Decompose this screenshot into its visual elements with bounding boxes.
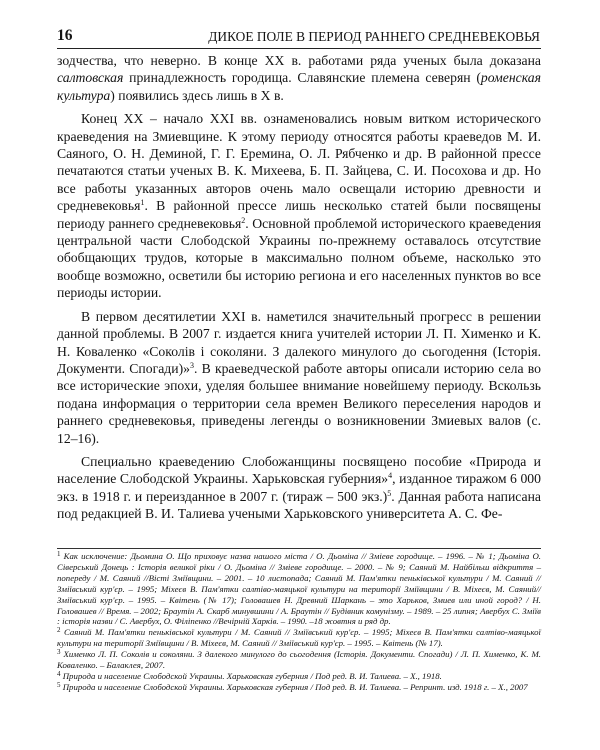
footnote-number: 1: [57, 550, 61, 558]
footnote-ref: 5: [387, 488, 392, 498]
footnote-ref: 3: [189, 360, 194, 370]
footnote-text: Саяний М. Пам'ятки пеньківської культури / М. Саяний // Зміївський кур'єр. – 1995; Міхеєв В. Пам'ятки салтіво-маяцької культури на території Зміївщини / В. Міхеєв, М. Саяний // Зміївський кур'єр. – 1995. – Квітень (№ 17).: [57, 627, 541, 649]
paragraph-text: . В краеведческой работе авторы описали историю села во все исторические эпохи, уделяя большее внимание новейшему периоду. Вскользь подана информация о территории села времен Великого переселения народов и раннего средневековья, приведены легенды о возникновении Змиевых валов (с. 12–16).: [57, 360, 541, 446]
footnote-ref: 2: [241, 215, 246, 225]
footnote-text: Природа и население Слободской Украины. Харьковская губерния / Под ред. В. И. Талиева. – Репринт. изд. 1918 г. – Х., 2007: [62, 681, 528, 692]
footnote-number: 3: [57, 648, 61, 657]
paragraph-text: . Данная работа написана под редакцией В. И. Талиева учеными Харьковского университета А. С. Фе-: [57, 488, 541, 522]
paragraph-text: . В районной прессе лишь несколько статей были посвящены периоду раннего средневековья: [57, 198, 541, 231]
footnote-number: 4: [57, 669, 61, 678]
footnote-ref: 1: [140, 198, 145, 208]
paragraph-text: ) появились здесь лишь в X в.: [110, 87, 284, 103]
footnote: [57, 627, 541, 649]
page-number: 16: [57, 27, 73, 44]
footnote-number: 5: [57, 680, 61, 689]
paragraph-text: Конец XX – начало XXI вв. ознаменовались новым витком исторического краеведения на Змиевщине. К этому периоду относятся работы краеведов М. И. Саяного, О. Н. Деминой, Г. Г. Еремина, О. Л. Рябченко и др. В районной прессе печатаются статьи ученых В. К. Михеева, Б. П. Зайцева, С. И. Посохова и др. Но все работы указанных авторов очень мало освещали историю древности и средневековья: [57, 111, 541, 214]
footnote-ref: 4: [388, 471, 393, 481]
footnote: [57, 649, 541, 671]
paragraph-4: [57, 453, 541, 523]
paragraph-text: зодчества, что неверно. В конце XX в. работами ряда ученых была доказана: [57, 53, 541, 68]
italic-term: роменская культура: [57, 70, 541, 103]
body-text: [57, 52, 541, 523]
footnote-number: 2: [57, 626, 61, 635]
footnote-rule: [57, 548, 541, 549]
running-title: ДИКОЕ ПОЛЕ В ПЕРИОД РАННЕГО СРЕДНЕВЕКОВЬЯ: [208, 29, 540, 44]
paragraph-1: [57, 52, 541, 104]
footnotes: [57, 551, 541, 693]
paragraph-2: [57, 110, 541, 301]
header-rule: [57, 48, 541, 49]
paragraph-3: [57, 308, 541, 447]
footnote: [57, 671, 541, 682]
paragraph-text: , изданное тиражом 6 000 экз. в 1918 г. и переизданное в 2007 г. (тираж – 500 экз.): [57, 471, 541, 504]
footnote-text: Природа и население Слободской Украины. Харьковская губерния / Под ред. В. И. Талиева. – Х., 1918.: [62, 670, 442, 681]
paragraph-text: В первом десятилетии XXI в. наметился значительный прогресс в решении данной проблемы. В 2007 г. издается книга учителей истории Л. П. Хименко и К. Н. Коваленко «Соколів і соколяни. З далекого минулого до сьогодення (Історія. Документи. Спогади)»: [57, 308, 541, 376]
paragraph-text: принадлежность городища. Славянские племена северян (: [123, 70, 481, 86]
footnote: [57, 682, 541, 693]
italic-term: салтовская: [57, 70, 124, 86]
footnote: [57, 551, 541, 627]
footnote-text: Хименко Л. П. Соколів и соколяни. З далекого минулого до сьогодення (Історія. Документи. Спогади) / Л. П. Хименко, К. М. Коваленко. – Балаклея, 2007.: [57, 649, 542, 671]
paragraph-text: Специально краеведению Слобожанщины посвящено пособие «Природа и население Слободской Украины. Харьковская губерния»: [57, 453, 541, 487]
paragraph-text: . Основной проблемой исторического краеведения центральной части Слободской Украины по-прежнему оставалось отсутствие обобщающих трудов, которые в максимально полном объеме, насколько это вообще возможно, осветили бы историю региона и его населенных пунктов во все периоды истории.: [57, 215, 541, 301]
footnote-text: Как исключение: Дьомина О. Що приховує назва нашого міста / О. Дьоміна // Зміеве городище. – 1996. – № 1; Дьоміна О. Сіверський Донець : Історія великої ріки / О. Дьоміна // Зміеве городище. – 2000. – № 9; Саяний М. Найбільш відкриття – попереду / М. Саяний //Вісті Зміївщини. – 2001. – 10 листопада; Саяний М. Пам'ятки пеньківської культури / М. Саяний // Зміївський кур'єр. – 1995; Міхеєв В. Пам'ятки салтіво-маяцької культури на території Зміївщини / В. Міхеєв, М. Саяний// Зміївський кур'єр. – 1995. – Квітень (№ 17); Головашев Н. Древний Шаркань – это Харьков, Змиев или иной город? / Н. Головашев // Время. – 2002; Браутін А. Скарб минувшини / А. Браутін // Будівник комунізму. – 1989. – 25 липня; Авербух С. Зміїв : історія назви / С. Авербух, О. Філіпенко //Вечірній Харків. – 1990. –18 жовтня и ряд др.: [57, 551, 541, 627]
